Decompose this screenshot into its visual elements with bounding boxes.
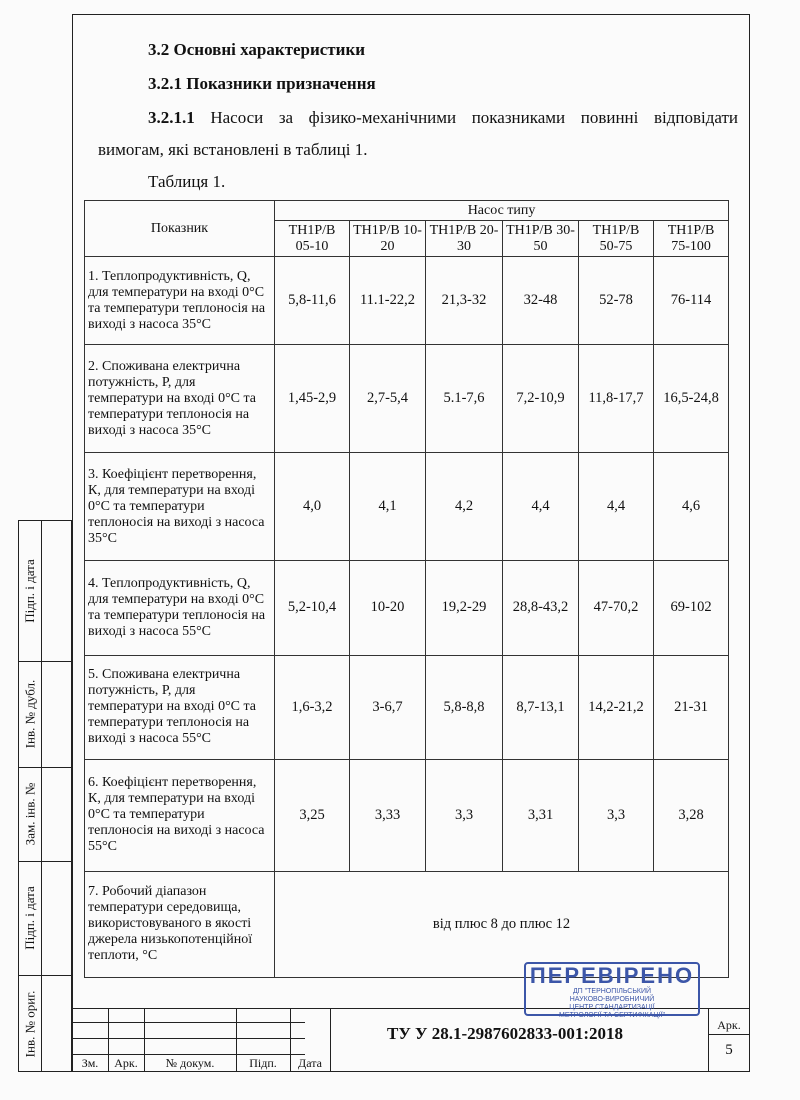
tb-sheet: Арк.: [114, 1056, 138, 1070]
sheet-label: Арк.: [717, 1018, 741, 1032]
row-label: 4. Теплопродуктивність, Q, для температури на вході 0°С та температури теплоносія на виході з насоса 55°С: [85, 561, 275, 655]
cell-value: 16,5-24,8: [654, 345, 729, 453]
paragraph-number: 3.2.1.1: [148, 108, 195, 127]
side-label: Зам. інв. №: [22, 782, 37, 846]
cell-value: 4,2: [426, 453, 503, 561]
header-pump-type: Насос типу: [275, 201, 729, 221]
stamp-line: НАУКОВО-ВИРОБНИЧИЙ: [569, 996, 655, 1003]
cell-value: 21,3-32: [426, 257, 503, 345]
cell-value: 3,33: [350, 759, 426, 871]
stamp-title: ПЕРЕВІРЕНО: [529, 963, 695, 988]
cell-value: 3,25: [275, 759, 350, 871]
table-row: [85, 655, 729, 759]
tb-signature: Підп.: [249, 1056, 277, 1070]
row-label: 5. Споживана електрична потужність, Р, для температури на вході 0°С та температури теплоносія на виході з насоса 55°С: [85, 655, 275, 759]
tb-date: Дата: [298, 1056, 322, 1070]
table-row: [85, 453, 729, 561]
stamp-line: ЦЕНТР СТАНДАРТИЗАЦІЇ: [569, 1004, 655, 1011]
column-header: ТН1Р/В 75-100: [654, 221, 729, 257]
cell-value: 4,4: [503, 453, 579, 561]
verification-stamp: [524, 962, 700, 1019]
cell-value: 47-70,2: [579, 561, 654, 655]
tb-doc-no: № докум.: [165, 1056, 215, 1070]
cell-value: 1,45-2,9: [275, 345, 350, 453]
table-row: [85, 561, 729, 655]
cell-value: 7,2-10,9: [503, 345, 579, 453]
header-indicator: Показник: [85, 201, 275, 257]
row-label: 3. Коефіцієнт перетворення, К, для температури на вході 0°С та температури теплоносія на виході з насоса 35°С: [85, 453, 275, 561]
cell-value: 5,8-11,6: [275, 257, 350, 345]
cell-value: 3-6,7: [350, 655, 426, 759]
row-label: 1. Теплопродуктивність, Q, для температури на вході 0°С та температури теплоносія на виході з насоса 35°С: [85, 257, 275, 345]
side-label: Підп. і дата: [22, 559, 37, 623]
row-7-value: від плюс 8 до плюс 12: [275, 871, 729, 977]
cell-value: 69-102: [654, 561, 729, 655]
cell-value: 5,8-8,8: [426, 655, 503, 759]
intro-paragraph: [98, 102, 738, 166]
row-label: 2. Споживана електрична потужність, Р, для температури на вході 0°С та температури теплоносія на виході з насоса 35°С: [85, 345, 275, 453]
cell-value: 2,7-5,4: [350, 345, 426, 453]
section-heading: 3.2 Основні характеристики: [148, 40, 366, 59]
table-row: [85, 257, 729, 345]
column-header: ТН1Р/В 05-10: [275, 221, 350, 257]
cell-value: 4,1: [350, 453, 426, 561]
cell-value: 3,31: [503, 759, 579, 871]
stamp-line: ДП "ТЕРНОПІЛЬСЬКИЙ: [572, 988, 652, 995]
cell-value: 19,2-29: [426, 561, 503, 655]
cell-value: 5.1-7,6: [426, 345, 503, 453]
column-header: ТН1Р/В 20-30: [426, 221, 503, 257]
cell-value: 10-20: [350, 561, 426, 655]
cell-value: 3,3: [426, 759, 503, 871]
column-header: ТН1Р/В 30-50: [503, 221, 579, 257]
table-row: [85, 759, 729, 871]
side-label: Інв. № дубл.: [22, 679, 37, 749]
cell-value: 1,6-3,2: [275, 655, 350, 759]
side-stamp-columns: [18, 520, 72, 1072]
sheet-number: 5: [725, 1042, 733, 1058]
table-caption: Таблиця 1.: [148, 172, 226, 191]
cell-value: 11,8-17,7: [579, 345, 654, 453]
document-number: ТУ У 28.1-2987602833-001:2018: [386, 1024, 624, 1043]
side-label: Підп. і дата: [22, 886, 37, 950]
cell-value: 8,7-13,1: [503, 655, 579, 759]
tb-change: Зм.: [81, 1056, 99, 1070]
subsection-heading: 3.2.1 Показники призначення: [148, 74, 376, 93]
row-label: 6. Коефіцієнт перетворення, К, для температури на вході 0°С та температури теплоносія на виході з насоса 55°С: [85, 759, 275, 871]
characteristics-table: [84, 200, 729, 978]
cell-value: 5,2-10,4: [275, 561, 350, 655]
stamp-line: МЕТРОЛОГІЇ ТА СЕРТИФІКАЦІЇ": [559, 1012, 665, 1019]
cell-value: 4,4: [579, 453, 654, 561]
cell-value: 4,6: [654, 453, 729, 561]
cell-value: 52-78: [579, 257, 654, 345]
cell-value: 3,28: [654, 759, 729, 871]
cell-value: 14,2-21,2: [579, 655, 654, 759]
paragraph-text: Насоси за фізико-механічними показниками повинні відповідати вимогам, які встановлені в таблиці 1.: [98, 108, 738, 159]
row-7-label: 7. Робочий діапазон температури середовища, використовуваного в якості джерела низькопотенційної теплоти, °С: [85, 871, 275, 977]
cell-value: 32-48: [503, 257, 579, 345]
column-header: ТН1Р/В 50-75: [579, 221, 654, 257]
cell-value: 76-114: [654, 257, 729, 345]
side-label: Інв. № ориг.: [22, 990, 37, 1058]
cell-value: 21-31: [654, 655, 729, 759]
column-header: ТН1Р/В 10-20: [350, 221, 426, 257]
cell-value: 11.1-22,2: [350, 257, 426, 345]
cell-value: 3,3: [579, 759, 654, 871]
cell-value: 4,0: [275, 453, 350, 561]
table-row: [85, 345, 729, 453]
cell-value: 28,8-43,2: [503, 561, 579, 655]
